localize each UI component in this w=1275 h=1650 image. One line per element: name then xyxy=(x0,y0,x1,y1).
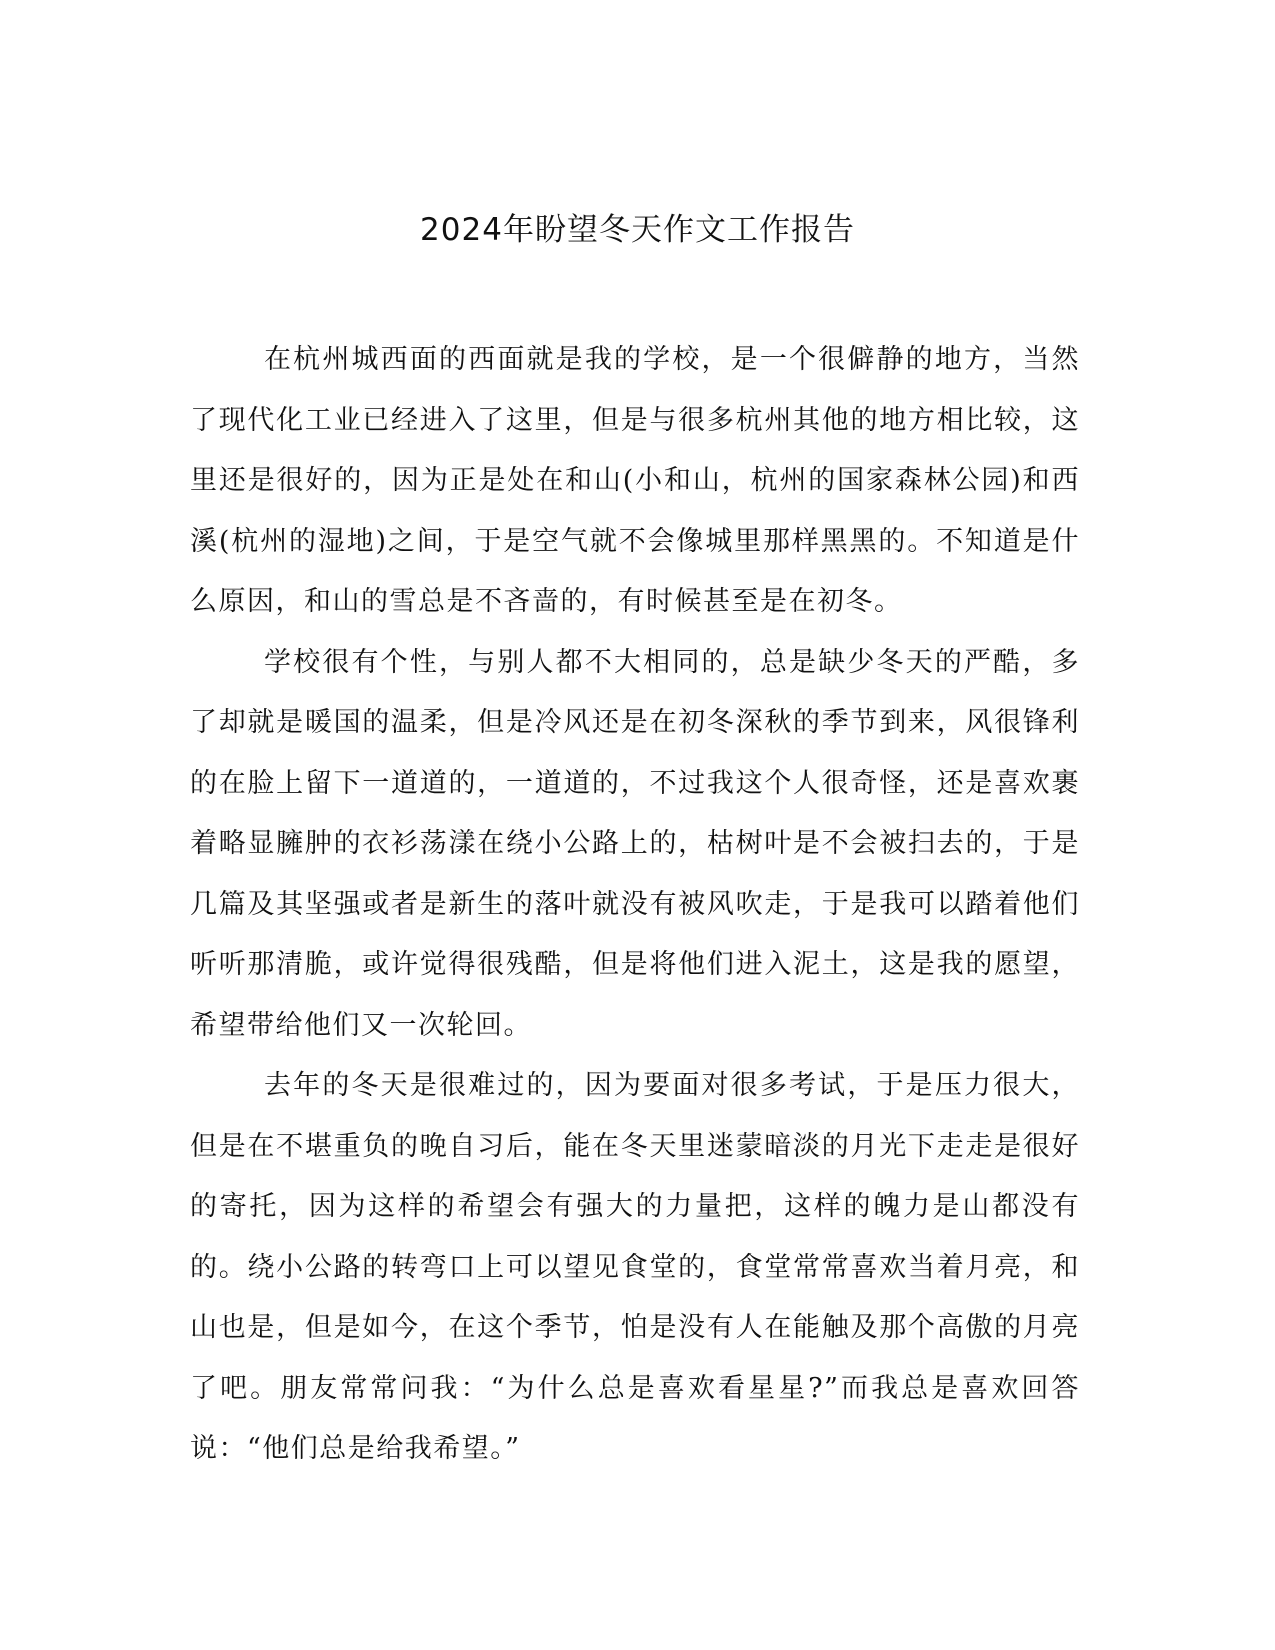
document-title: 2024年盼望冬天作文工作报告 xyxy=(420,212,855,248)
document-body xyxy=(190,330,1080,1480)
paragraph-3: 去年的冬天是很难过的，因为要面对很多考试，于是压力很大，但是在不堪重负的晚自习后，能在冬天里迷蒙暗淡的月光下走走是很好的寄托，因为这样的希望会有强大的力量把，这样的魄力是山都没有的。绕小公路的转弯口上可以望见食堂的，食堂常常喜欢当着月亮，和山也是，但是如今，在这个季节，怕是没有人在能触及那个高傲的月亮了吧。朋友常常问我：“为什么总是喜欢看星星?”而我总是喜欢回答说：“他们总是给我希望。” xyxy=(190,1070,1080,1464)
paragraph-2: 学校很有个性，与别人都不大相同的，总是缺少冬天的严酷，多了却就是暖国的温柔，但是冷风还是在初冬深秋的季节到来，风很锋利的在脸上留下一道道的，一道道的，不过我这个人很奇怪，还是喜欢裹着略显臃肿的衣衫荡漾在绕小公路上的，枯树叶是不会被扫去的，于是几篇及其坚强或者是新生的落叶就没有被风吹走，于是我可以踏着他们听听那清脆，或许觉得很残酷，但是将他们进入泥土，这是我的愿望，希望带给他们又一次轮回。 xyxy=(190,646,1080,1041)
paragraph-1: 在杭州城西面的西面就是我的学校，是一个很僻静的地方，当然了现代化工业已经进入了这里，但是与很多杭州其他的地方相比较，这里还是很好的，因为正是处在和山(小和山，杭州的国家森林公园)和西溪(杭州的湿地)之间，于是空气就不会像城里那样黑黑的。不知道是什么原因，和山的雪总是不吝啬的，有时候甚至是在初冬。 xyxy=(190,344,1080,617)
